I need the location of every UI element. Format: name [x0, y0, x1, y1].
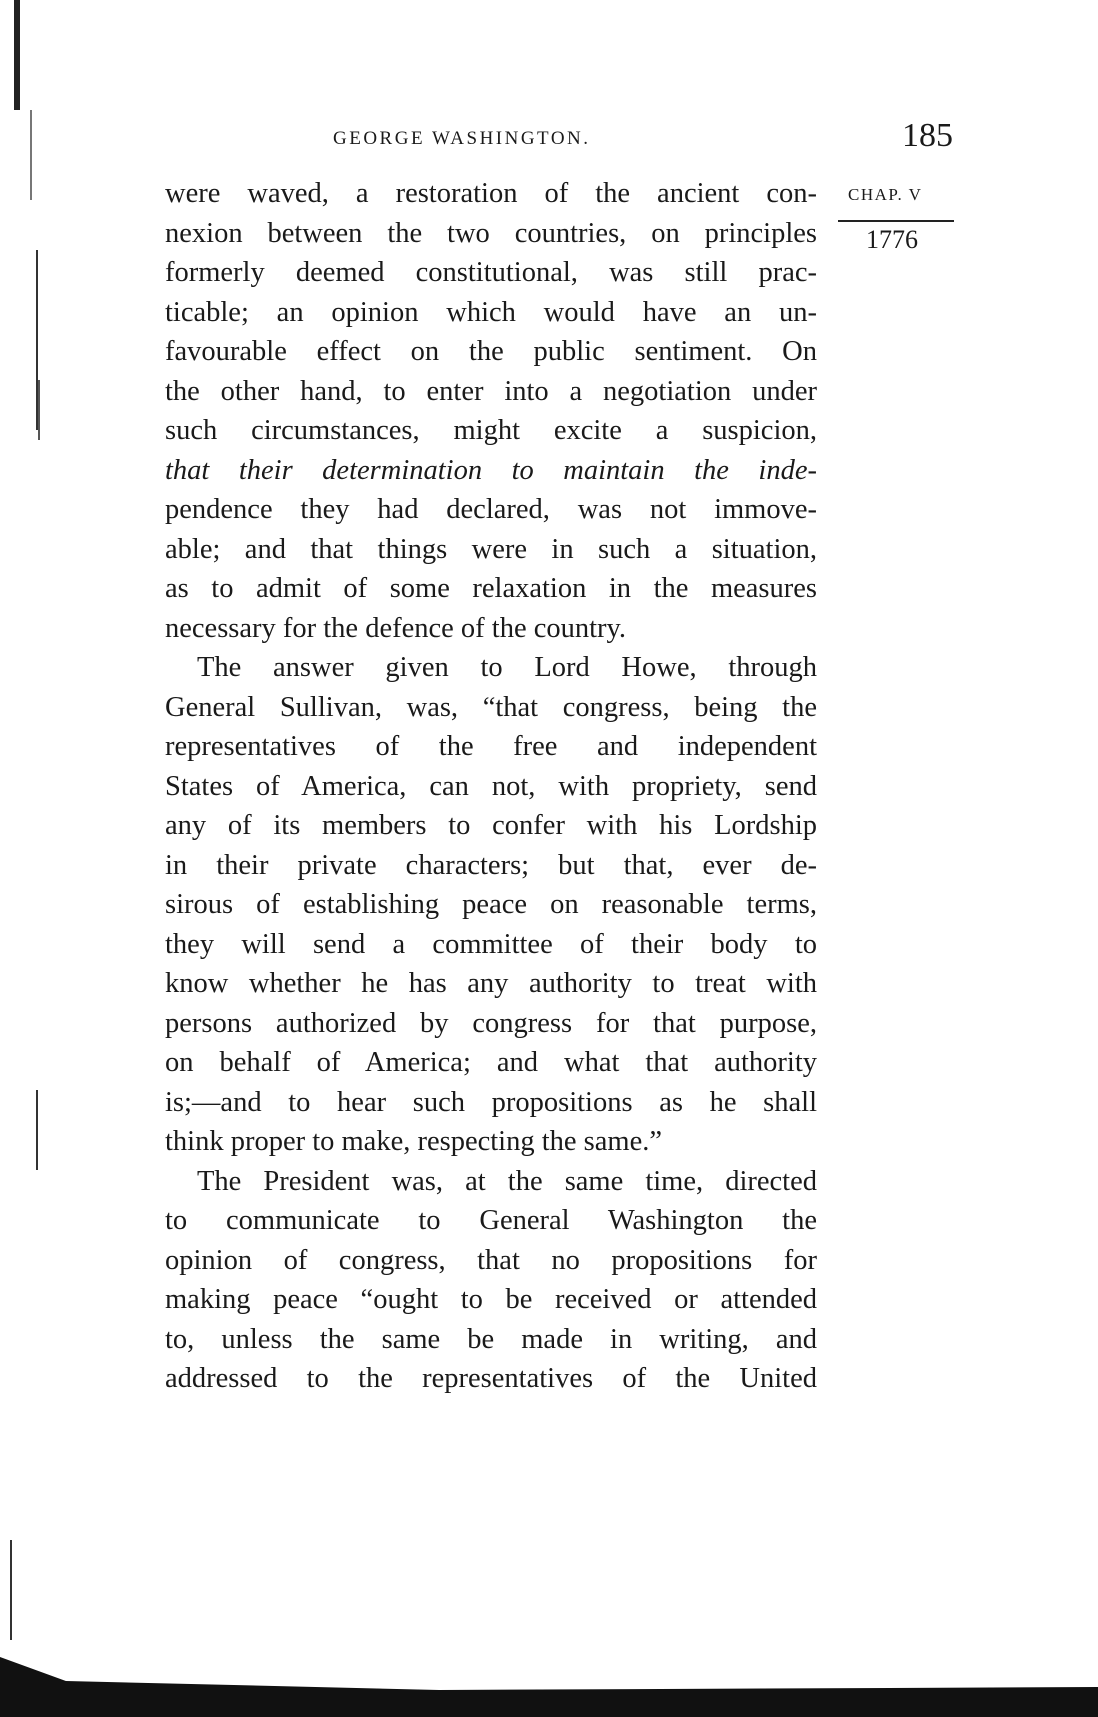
text-line: favourable effect on the public sentiment. On: [165, 336, 817, 367]
text-line: in their private characters; but that, ever de-: [165, 849, 817, 881]
text-line: to communicate to General Washington the: [165, 1205, 817, 1236]
text-line: think proper to make, respecting the same.”: [165, 1126, 662, 1157]
text-line: persons authorized by congress for that purpose,: [165, 1007, 817, 1039]
text-line: were waved, a restoration of the ancient con-: [165, 178, 817, 209]
scan-edge-marks: [0, 0, 40, 1717]
body-text: [165, 174, 817, 1399]
text-line: The President was, at the same time, directed: [197, 1165, 817, 1197]
text-line: to, unless the same be made in writing, and: [165, 1323, 817, 1355]
margin-chapter-note: CHAP. V: [848, 185, 923, 204]
text-line: on behalf of America; and what that authority: [165, 1047, 817, 1078]
text-line: they will send a committee of their body to: [165, 928, 817, 960]
text-line: as to admit of some relaxation in the measures: [165, 573, 817, 604]
running-head: GEORGE WASHINGTON.: [333, 128, 591, 149]
text-line: such circumstances, might excite a suspicion,: [165, 415, 817, 446]
text-line: nexion between the two countries, on principles: [165, 217, 817, 249]
text-line: sirous of establishing peace on reasonable terms,: [165, 889, 817, 920]
page-number: 185: [902, 117, 953, 154]
text-line: that their determination to maintain the inde-: [165, 454, 817, 486]
text-line: addressed to the representatives of the United: [165, 1363, 817, 1394]
text-line: able; and that things were in such a situation,: [165, 533, 817, 565]
text-line: ticable; an opinion which would have an un-: [165, 296, 817, 328]
margin-year-note: 1776: [866, 225, 918, 254]
text-line: any of its members to confer with his Lordship: [165, 810, 817, 841]
scan-bottom-edge: [0, 1657, 1098, 1717]
text-line: General Sullivan, was, “that congress, being the: [165, 691, 817, 723]
margin-rule: [838, 220, 954, 222]
text-line: States of America, can not, with propriety, send: [165, 770, 817, 802]
text-line: the other hand, to enter into a negotiation under: [165, 375, 817, 407]
text-line: is;—and to hear such propositions as he shall: [165, 1086, 817, 1118]
text-line: necessary for the defence of the country.: [165, 612, 627, 644]
text-line: making peace “ought to be received or attended: [165, 1284, 817, 1315]
text-line: The answer given to Lord Howe, through: [197, 652, 817, 683]
text-line: formerly deemed constitutional, was still prac-: [165, 257, 817, 288]
text-line: representatives of the free and independent: [165, 731, 817, 762]
text-line: know whether he has any authority to treat with: [165, 968, 817, 999]
text-line: opinion of congress, that no propositions for: [165, 1244, 817, 1276]
text-line: pendence they had declared, was not immove-: [165, 494, 817, 525]
